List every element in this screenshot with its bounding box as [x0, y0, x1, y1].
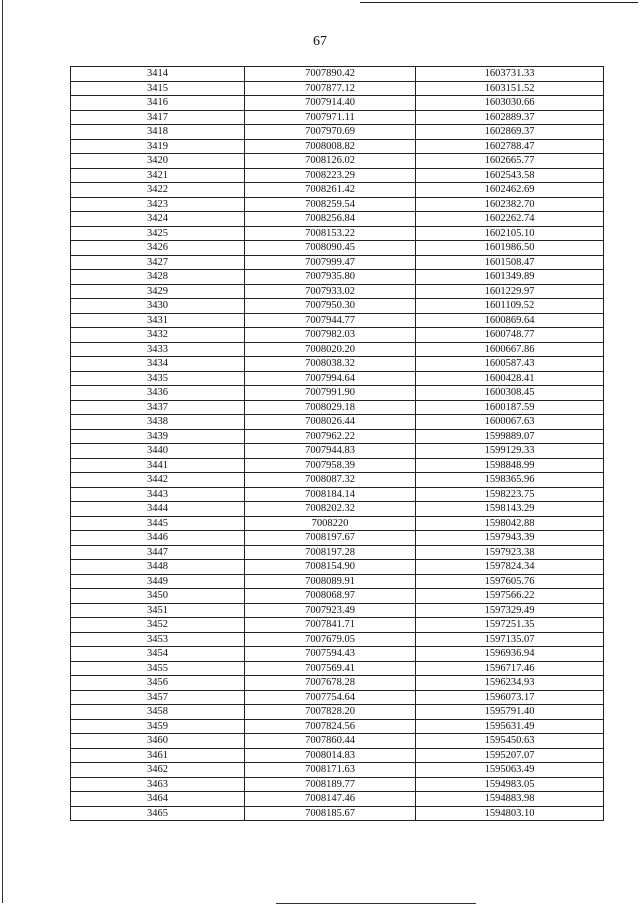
y-coordinate-cell: 1597566.22	[416, 589, 604, 604]
x-coordinate-cell: 7007877.12	[245, 81, 416, 96]
x-coordinate-cell: 7008256.84	[245, 212, 416, 227]
x-coordinate-cell: 7007958.39	[245, 458, 416, 473]
point-number-cell: 3428	[71, 270, 245, 285]
point-number-cell: 3429	[71, 284, 245, 299]
x-coordinate-cell: 7007860.44	[245, 734, 416, 749]
y-coordinate-cell: 1595063.49	[416, 763, 604, 778]
table-row	[71, 415, 604, 430]
x-coordinate-cell: 7008261.42	[245, 183, 416, 198]
point-number-cell: 3448	[71, 560, 245, 575]
point-number-cell: 3443	[71, 487, 245, 502]
x-coordinate-cell: 7008197.67	[245, 531, 416, 546]
y-coordinate-cell: 1597605.76	[416, 574, 604, 589]
point-number-cell: 3415	[71, 81, 245, 96]
table-row	[71, 792, 604, 807]
x-coordinate-cell: 7007962.22	[245, 429, 416, 444]
point-number-cell: 3433	[71, 342, 245, 357]
y-coordinate-cell: 1601986.50	[416, 241, 604, 256]
table-row	[71, 473, 604, 488]
x-coordinate-cell: 7007569.41	[245, 661, 416, 676]
y-coordinate-cell: 1594803.10	[416, 806, 604, 821]
x-coordinate-cell: 7008154.90	[245, 560, 416, 575]
y-coordinate-cell: 1600587.43	[416, 357, 604, 372]
y-coordinate-cell: 1603731.33	[416, 67, 604, 82]
x-coordinate-cell: 7008014.83	[245, 748, 416, 763]
point-number-cell: 3458	[71, 705, 245, 720]
point-number-cell: 3422	[71, 183, 245, 198]
table-row	[71, 270, 604, 285]
y-coordinate-cell: 1600067.63	[416, 415, 604, 430]
point-number-cell: 3462	[71, 763, 245, 778]
y-coordinate-cell: 1597135.07	[416, 632, 604, 647]
x-coordinate-cell: 7008026.44	[245, 415, 416, 430]
y-coordinate-cell: 1602105.10	[416, 226, 604, 241]
table-row	[71, 763, 604, 778]
table-row	[71, 676, 604, 691]
table-row	[71, 212, 604, 227]
x-coordinate-cell: 7008126.02	[245, 154, 416, 169]
y-coordinate-cell: 1602869.37	[416, 125, 604, 140]
y-coordinate-cell: 1602665.77	[416, 154, 604, 169]
point-number-cell: 3452	[71, 618, 245, 633]
table-row	[71, 226, 604, 241]
y-coordinate-cell: 1596936.94	[416, 647, 604, 662]
point-number-cell: 3423	[71, 197, 245, 212]
x-coordinate-cell: 7007679.05	[245, 632, 416, 647]
table-row	[71, 705, 604, 720]
table-row	[71, 328, 604, 343]
y-coordinate-cell: 1602889.37	[416, 110, 604, 125]
x-coordinate-cell: 7007999.47	[245, 255, 416, 270]
y-coordinate-cell: 1594883.98	[416, 792, 604, 807]
y-coordinate-cell: 1599129.33	[416, 444, 604, 459]
x-coordinate-cell: 7008185.67	[245, 806, 416, 821]
y-coordinate-cell: 1602382.70	[416, 197, 604, 212]
point-number-cell: 3446	[71, 531, 245, 546]
x-coordinate-cell: 7008171.63	[245, 763, 416, 778]
y-coordinate-cell: 1598143.29	[416, 502, 604, 517]
point-number-cell: 3460	[71, 734, 245, 749]
y-coordinate-cell: 1600748.77	[416, 328, 604, 343]
x-coordinate-cell: 7007994.64	[245, 371, 416, 386]
point-number-cell: 3464	[71, 792, 245, 807]
y-coordinate-cell: 1602543.58	[416, 168, 604, 183]
table-row	[71, 299, 604, 314]
y-coordinate-cell: 1596234.93	[416, 676, 604, 691]
y-coordinate-cell: 1599889.07	[416, 429, 604, 444]
page-number: 67	[313, 34, 327, 49]
table-row	[71, 255, 604, 270]
x-coordinate-cell: 7007828.20	[245, 705, 416, 720]
x-coordinate-cell: 7007970.69	[245, 125, 416, 140]
y-coordinate-cell: 1595791.40	[416, 705, 604, 720]
table-row	[71, 502, 604, 517]
point-number-cell: 3454	[71, 647, 245, 662]
x-coordinate-cell: 7008020.20	[245, 342, 416, 357]
table-row	[71, 241, 604, 256]
table-row	[71, 531, 604, 546]
point-number-cell: 3456	[71, 676, 245, 691]
point-number-cell: 3427	[71, 255, 245, 270]
y-coordinate-cell: 1594983.05	[416, 777, 604, 792]
x-coordinate-cell: 7007678.28	[245, 676, 416, 691]
y-coordinate-cell: 1601349.89	[416, 270, 604, 285]
y-coordinate-cell: 1600428.41	[416, 371, 604, 386]
table-row	[71, 734, 604, 749]
point-number-cell: 3441	[71, 458, 245, 473]
table-row	[71, 284, 604, 299]
table-row	[71, 342, 604, 357]
table-row	[71, 661, 604, 676]
table-row	[71, 400, 604, 415]
x-coordinate-cell: 7007982.03	[245, 328, 416, 343]
x-coordinate-cell: 7008223.29	[245, 168, 416, 183]
point-number-cell: 3439	[71, 429, 245, 444]
y-coordinate-cell: 1597923.38	[416, 545, 604, 560]
y-coordinate-cell: 1601229.97	[416, 284, 604, 299]
x-coordinate-cell: 7008090.45	[245, 241, 416, 256]
table-row	[71, 96, 604, 111]
x-coordinate-cell: 7007824.56	[245, 719, 416, 734]
x-coordinate-cell: 7007594.43	[245, 647, 416, 662]
x-coordinate-cell: 7007944.83	[245, 444, 416, 459]
x-coordinate-cell: 7007914.40	[245, 96, 416, 111]
y-coordinate-cell: 1597329.49	[416, 603, 604, 618]
scan-edge-line-left	[2, 0, 3, 903]
x-coordinate-cell: 7008153.22	[245, 226, 416, 241]
point-number-cell: 3434	[71, 357, 245, 372]
point-number-cell: 3421	[71, 168, 245, 183]
x-coordinate-cell: 7008147.46	[245, 792, 416, 807]
y-coordinate-cell: 1600869.64	[416, 313, 604, 328]
table-row	[71, 574, 604, 589]
point-number-cell: 3436	[71, 386, 245, 401]
x-coordinate-cell: 7007950.30	[245, 299, 416, 314]
x-coordinate-cell: 7008202.32	[245, 502, 416, 517]
y-coordinate-cell: 1601109.52	[416, 299, 604, 314]
x-coordinate-cell: 7007841.71	[245, 618, 416, 633]
y-coordinate-cell: 1598223.75	[416, 487, 604, 502]
y-coordinate-cell: 1598042.88	[416, 516, 604, 531]
point-number-cell: 3457	[71, 690, 245, 705]
table-row	[71, 589, 604, 604]
x-coordinate-cell: 7008068.97	[245, 589, 416, 604]
x-coordinate-cell: 7008087.32	[245, 473, 416, 488]
y-coordinate-cell: 1597824.34	[416, 560, 604, 575]
table-row	[71, 516, 604, 531]
table-row	[71, 125, 604, 140]
y-coordinate-cell: 1598365.96	[416, 473, 604, 488]
table-row	[71, 748, 604, 763]
y-coordinate-cell: 1595207.07	[416, 748, 604, 763]
y-coordinate-cell: 1600187.59	[416, 400, 604, 415]
table-row	[71, 429, 604, 444]
point-number-cell: 3417	[71, 110, 245, 125]
x-coordinate-cell: 7008008.82	[245, 139, 416, 154]
table-row	[71, 67, 604, 82]
y-coordinate-cell: 1600667.86	[416, 342, 604, 357]
point-number-cell: 3419	[71, 139, 245, 154]
x-coordinate-cell: 7007935.80	[245, 270, 416, 285]
y-coordinate-cell: 1602462.69	[416, 183, 604, 198]
point-number-cell: 3444	[71, 502, 245, 517]
table-row	[71, 197, 604, 212]
y-coordinate-cell: 1598848.99	[416, 458, 604, 473]
point-number-cell: 3425	[71, 226, 245, 241]
point-number-cell: 3424	[71, 212, 245, 227]
point-number-cell: 3445	[71, 516, 245, 531]
point-number-cell: 3418	[71, 125, 245, 140]
table-row	[71, 139, 604, 154]
x-coordinate-cell: 7008259.54	[245, 197, 416, 212]
table-row	[71, 603, 604, 618]
point-number-cell: 3451	[71, 603, 245, 618]
table-row	[71, 618, 604, 633]
point-number-cell: 3437	[71, 400, 245, 415]
x-coordinate-cell: 7007991.90	[245, 386, 416, 401]
point-number-cell: 3442	[71, 473, 245, 488]
x-coordinate-cell: 7008089.91	[245, 574, 416, 589]
x-coordinate-cell: 7007971.11	[245, 110, 416, 125]
table-row	[71, 313, 604, 328]
point-number-cell: 3420	[71, 154, 245, 169]
table-row	[71, 719, 604, 734]
point-number-cell: 3453	[71, 632, 245, 647]
table-row	[71, 647, 604, 662]
table-row	[71, 458, 604, 473]
x-coordinate-cell: 7008220	[245, 516, 416, 531]
table-row	[71, 154, 604, 169]
table-row	[71, 110, 604, 125]
point-number-cell: 3459	[71, 719, 245, 734]
y-coordinate-cell: 1601508.47	[416, 255, 604, 270]
y-coordinate-cell: 1596717.46	[416, 661, 604, 676]
table-row	[71, 444, 604, 459]
point-number-cell: 3455	[71, 661, 245, 676]
y-coordinate-cell: 1597943.39	[416, 531, 604, 546]
point-number-cell: 3432	[71, 328, 245, 343]
x-coordinate-cell: 7007754.64	[245, 690, 416, 705]
point-number-cell: 3440	[71, 444, 245, 459]
point-number-cell: 3435	[71, 371, 245, 386]
table-row	[71, 777, 604, 792]
point-number-cell: 3414	[71, 67, 245, 82]
x-coordinate-cell: 7007890.42	[245, 67, 416, 82]
x-coordinate-cell: 7008189.77	[245, 777, 416, 792]
point-number-cell: 3449	[71, 574, 245, 589]
point-number-cell: 3438	[71, 415, 245, 430]
table-row	[71, 545, 604, 560]
y-coordinate-cell: 1595631.49	[416, 719, 604, 734]
coordinates-table	[70, 66, 604, 821]
table-row	[71, 183, 604, 198]
point-number-cell: 3447	[71, 545, 245, 560]
x-coordinate-cell: 7007933.02	[245, 284, 416, 299]
x-coordinate-cell: 7008197.28	[245, 545, 416, 560]
table-row	[71, 357, 604, 372]
table-row	[71, 560, 604, 575]
y-coordinate-cell: 1602788.47	[416, 139, 604, 154]
table-row	[71, 632, 604, 647]
x-coordinate-cell: 7007944.77	[245, 313, 416, 328]
table-row	[71, 806, 604, 821]
point-number-cell: 3465	[71, 806, 245, 821]
coordinates-table-body	[71, 67, 604, 821]
y-coordinate-cell: 1596073.17	[416, 690, 604, 705]
point-number-cell: 3431	[71, 313, 245, 328]
table-row	[71, 371, 604, 386]
table-row	[71, 487, 604, 502]
x-coordinate-cell: 7007923.49	[245, 603, 416, 618]
table-row	[71, 81, 604, 96]
y-coordinate-cell: 1595450.63	[416, 734, 604, 749]
point-number-cell: 3461	[71, 748, 245, 763]
point-number-cell: 3426	[71, 241, 245, 256]
y-coordinate-cell: 1603030.66	[416, 96, 604, 111]
x-coordinate-cell: 7008184.14	[245, 487, 416, 502]
table-row	[71, 168, 604, 183]
table-row	[71, 386, 604, 401]
point-number-cell: 3416	[71, 96, 245, 111]
y-coordinate-cell: 1600308.45	[416, 386, 604, 401]
point-number-cell: 3463	[71, 777, 245, 792]
y-coordinate-cell: 1602262.74	[416, 212, 604, 227]
scan-edge-line-bottom	[276, 903, 476, 904]
x-coordinate-cell: 7008029.18	[245, 400, 416, 415]
scan-edge-line-top	[360, 2, 638, 3]
point-number-cell: 3450	[71, 589, 245, 604]
y-coordinate-cell: 1603151.52	[416, 81, 604, 96]
x-coordinate-cell: 7008038.32	[245, 357, 416, 372]
table-row	[71, 690, 604, 705]
y-coordinate-cell: 1597251.35	[416, 618, 604, 633]
point-number-cell: 3430	[71, 299, 245, 314]
